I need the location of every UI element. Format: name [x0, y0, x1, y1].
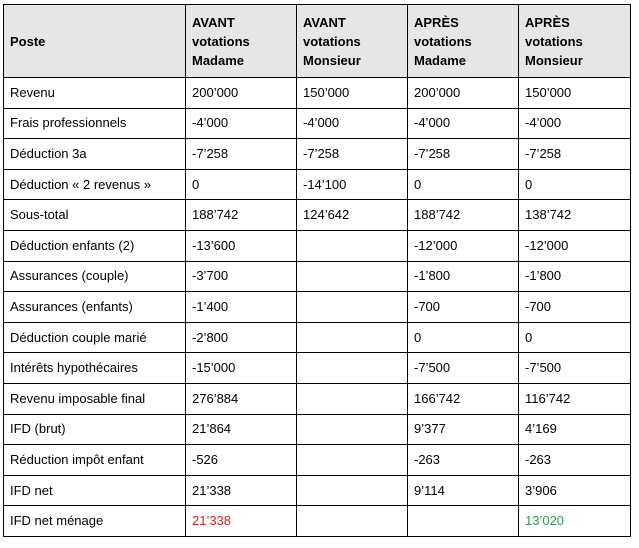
cell-avant-madame: -13’600	[186, 230, 297, 261]
cell-avant-monsieur	[297, 292, 408, 323]
cell-apres-madame: 0	[408, 169, 519, 200]
header-line: Madame	[192, 52, 245, 68]
row-label: IFD net ménage	[4, 506, 186, 537]
cell-apres-monsieur-total: 13’020	[519, 506, 631, 537]
table-row	[4, 383, 631, 414]
cell-avant-madame: 188’742	[186, 200, 297, 231]
cell-apres-monsieur: 0	[519, 322, 631, 353]
header-poste-label: Poste	[10, 33, 46, 49]
header-apres-madame	[408, 5, 519, 78]
header-line: votations	[303, 33, 361, 49]
cell-apres-madame	[408, 506, 519, 537]
row-label: Revenu imposable final	[4, 383, 186, 414]
cell-apres-madame: -263	[408, 445, 519, 476]
cell-apres-monsieur: -700	[519, 292, 631, 323]
cell-avant-madame: 0	[186, 169, 297, 200]
table-header	[4, 5, 631, 78]
table-body	[4, 78, 631, 537]
header-apres-monsieur	[519, 5, 631, 78]
table-row	[4, 261, 631, 292]
cell-apres-monsieur: 3’906	[519, 475, 631, 506]
row-label: Déduction « 2 revenus »	[4, 169, 186, 200]
cell-avant-monsieur: 150’000	[297, 78, 408, 109]
cell-avant-madame: 200’000	[186, 78, 297, 109]
table-row-total	[4, 506, 631, 537]
cell-apres-madame: 188’742	[408, 200, 519, 231]
cell-apres-monsieur: -7’258	[519, 139, 631, 170]
cell-apres-madame: -12’000	[408, 230, 519, 261]
row-label: Réduction impôt enfant	[4, 445, 186, 476]
header-line: Madame	[414, 52, 467, 68]
cell-avant-madame: 21’864	[186, 414, 297, 445]
row-label: Assurances (enfants)	[4, 292, 186, 323]
cell-apres-monsieur: -7’500	[519, 353, 631, 384]
header-line: APRÈS	[414, 14, 459, 30]
table-row	[4, 169, 631, 200]
cell-avant-madame: -1’400	[186, 292, 297, 323]
cell-avant-madame: -7’258	[186, 139, 297, 170]
table-row	[4, 414, 631, 445]
table-row	[4, 445, 631, 476]
row-label: Sous-total	[4, 200, 186, 231]
cell-avant-madame: 21’338	[186, 475, 297, 506]
cell-apres-monsieur: 0	[519, 169, 631, 200]
cell-avant-monsieur	[297, 445, 408, 476]
header-avant-madame	[186, 5, 297, 78]
header-line: AVANT	[192, 14, 235, 30]
cell-apres-madame: -1’800	[408, 261, 519, 292]
table-row	[4, 200, 631, 231]
cell-avant-monsieur: 124’642	[297, 200, 408, 231]
row-label: Assurances (couple)	[4, 261, 186, 292]
table-row	[4, 322, 631, 353]
cell-apres-monsieur: -263	[519, 445, 631, 476]
cell-avant-monsieur	[297, 230, 408, 261]
cell-avant-monsieur	[297, 475, 408, 506]
table-row	[4, 78, 631, 109]
cell-avant-monsieur	[297, 383, 408, 414]
row-label: Intérêts hypothécaires	[4, 353, 186, 384]
cell-avant-monsieur	[297, 353, 408, 384]
header-line: votations	[414, 33, 472, 49]
row-label: Déduction enfants (2)	[4, 230, 186, 261]
table-row	[4, 139, 631, 170]
cell-avant-monsieur	[297, 322, 408, 353]
header-poste	[4, 5, 186, 78]
header-row	[4, 5, 631, 78]
cell-avant-monsieur: -7’258	[297, 139, 408, 170]
header-line: Monsieur	[303, 52, 361, 68]
table-row	[4, 292, 631, 323]
cell-avant-madame: -2’800	[186, 322, 297, 353]
cell-apres-monsieur: -1’800	[519, 261, 631, 292]
cell-apres-madame: 0	[408, 322, 519, 353]
cell-apres-madame: -7’500	[408, 353, 519, 384]
row-label: IFD net	[4, 475, 186, 506]
cell-avant-monsieur: -14’100	[297, 169, 408, 200]
cell-apres-monsieur: 116’742	[519, 383, 631, 414]
cell-apres-madame: 200’000	[408, 78, 519, 109]
cell-avant-madame: -3’700	[186, 261, 297, 292]
table-row	[4, 230, 631, 261]
table-row	[4, 475, 631, 506]
cell-apres-monsieur: 150’000	[519, 78, 631, 109]
cell-avant-madame: -4’000	[186, 108, 297, 139]
tax-comparison-table	[3, 4, 631, 537]
cell-apres-madame: 9’114	[408, 475, 519, 506]
cell-apres-monsieur: -4’000	[519, 108, 631, 139]
cell-apres-madame: 166’742	[408, 383, 519, 414]
cell-avant-monsieur	[297, 506, 408, 537]
table-row	[4, 353, 631, 384]
row-label: Déduction couple marié	[4, 322, 186, 353]
header-line: votations	[525, 33, 583, 49]
row-label: Déduction 3a	[4, 139, 186, 170]
header-line: Monsieur	[525, 52, 583, 68]
cell-avant-madame-total: 21’338	[186, 506, 297, 537]
cell-apres-madame: -7’258	[408, 139, 519, 170]
cell-apres-monsieur: 4’169	[519, 414, 631, 445]
cell-apres-monsieur: -12’000	[519, 230, 631, 261]
cell-avant-madame: -526	[186, 445, 297, 476]
header-avant-monsieur	[297, 5, 408, 78]
cell-avant-monsieur	[297, 414, 408, 445]
cell-apres-madame: -700	[408, 292, 519, 323]
header-line: votations	[192, 33, 250, 49]
cell-avant-madame: -15’000	[186, 353, 297, 384]
cell-apres-madame: 9’377	[408, 414, 519, 445]
header-line: APRÈS	[525, 14, 570, 30]
cell-avant-monsieur: -4’000	[297, 108, 408, 139]
cell-apres-monsieur: 138’742	[519, 200, 631, 231]
cell-avant-madame: 276’884	[186, 383, 297, 414]
row-label: Revenu	[4, 78, 186, 109]
header-line: AVANT	[303, 14, 346, 30]
row-label: Frais professionnels	[4, 108, 186, 139]
table-row	[4, 108, 631, 139]
cell-apres-madame: -4’000	[408, 108, 519, 139]
cell-avant-monsieur	[297, 261, 408, 292]
row-label: IFD (brut)	[4, 414, 186, 445]
